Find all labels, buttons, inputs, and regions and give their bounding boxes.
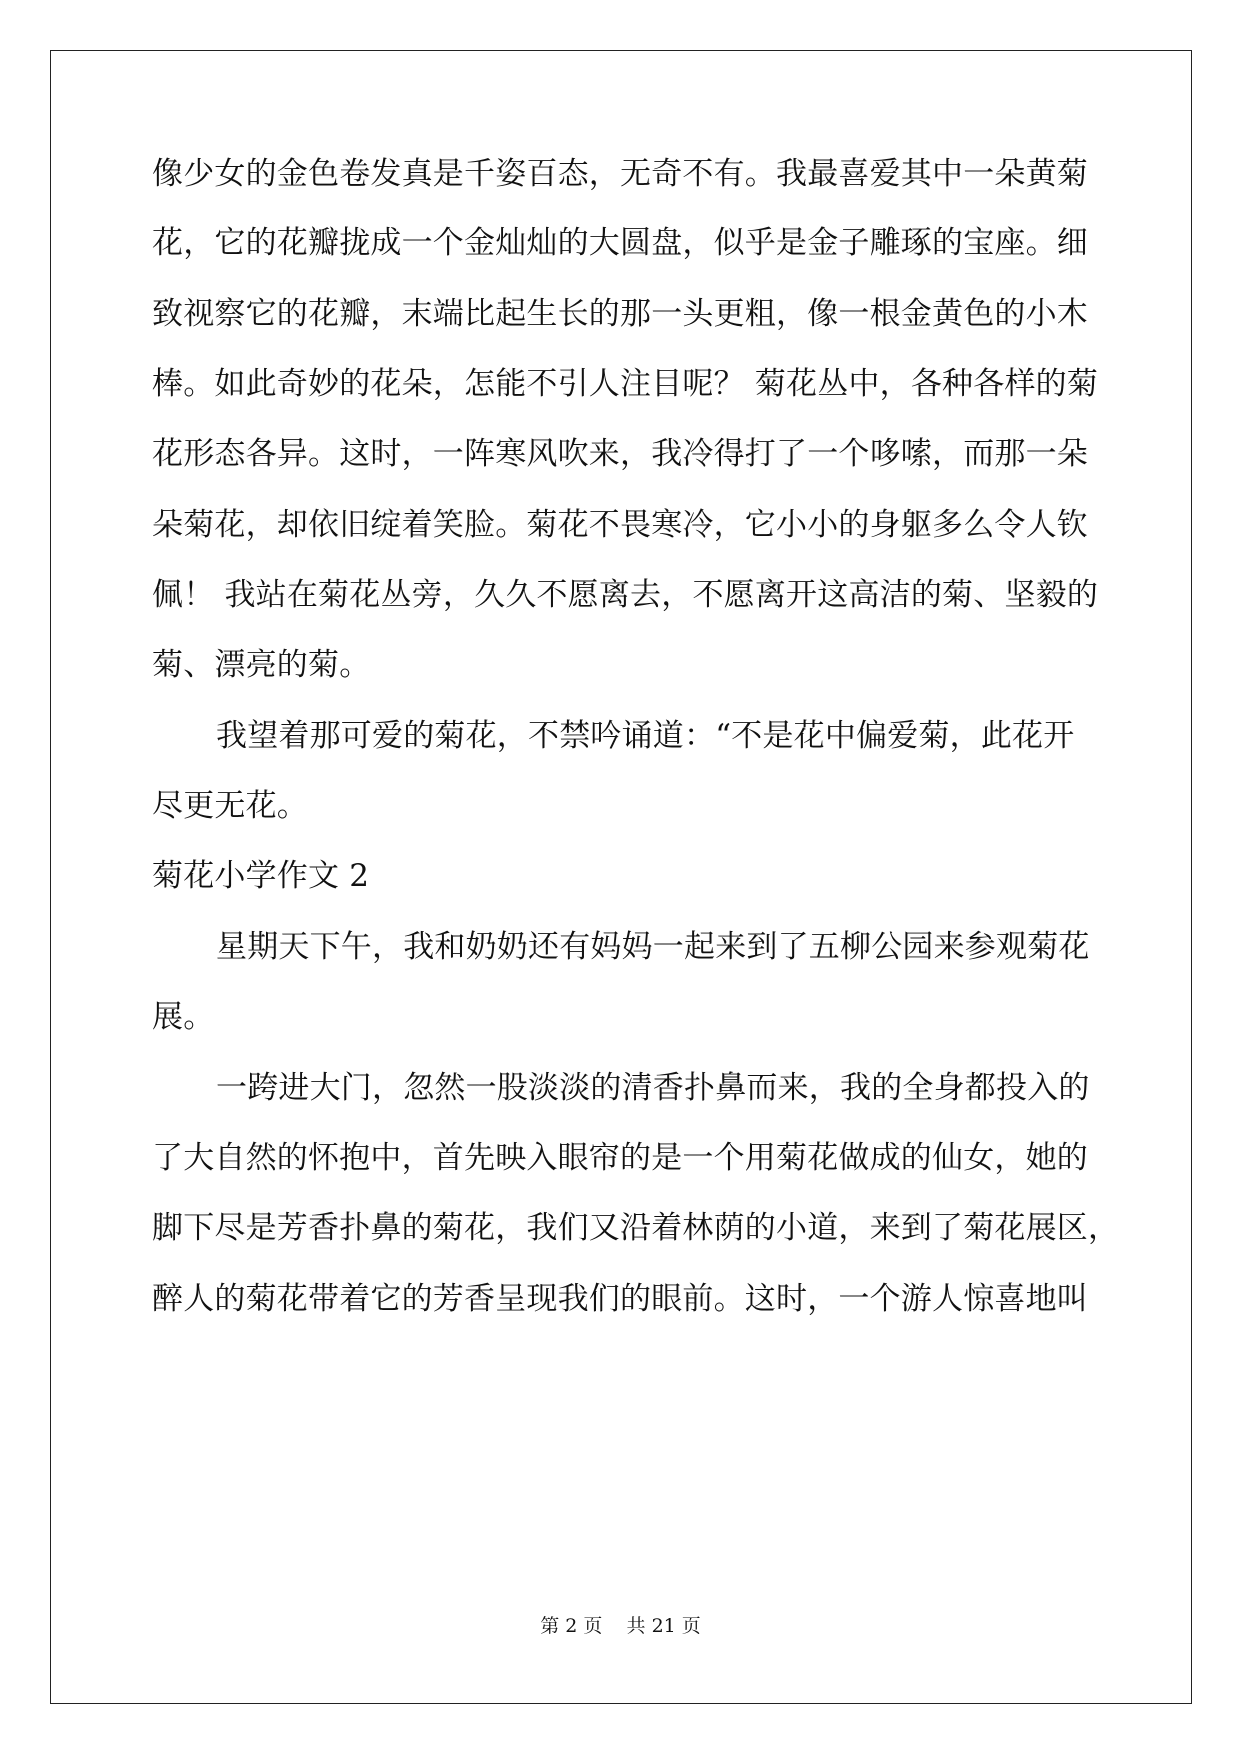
body-line: 醉人的菊花带着它的芳香呈现我们的眼前。这时，一个游人惊喜地叫 xyxy=(152,1281,1088,1317)
body-line: 尽更无花。 xyxy=(152,788,308,824)
body-line: 展。 xyxy=(152,999,215,1035)
body-line: 了大自然的怀抱中，首先映入眼帘的是一个用菊花做成的仙女，她的 xyxy=(152,1140,1088,1176)
body-line: 花，它的花瓣拢成一个金灿灿的大圆盘，似乎是金子雕琢的宝座。细 xyxy=(152,225,1088,261)
body-line: 朵菊花，却依旧绽着笑脸。菊花不畏寒冷，它小小的身躯多么令人钦 xyxy=(152,507,1088,543)
paragraph-start-line: 我望着那可爱的菊花，不禁吟诵道：“不是花中偏爱菊，此花开 xyxy=(216,718,1075,754)
page-number-footer: 第 2 页 共 21 页 xyxy=(540,1615,701,1637)
body-line: 花形态各异。这时，一阵寒风吹来，我冷得打了一个哆嗦，而那一朵 xyxy=(152,436,1088,472)
paragraph-start-line: 星期天下午，我和奶奶还有妈妈一起来到了五柳公园来参观菊花 xyxy=(216,929,1090,965)
section-heading: 菊花小学作文 2 xyxy=(152,858,370,894)
body-line: 菊、漂亮的菊。 xyxy=(152,647,371,683)
body-line: 致视察它的花瓣，末端比起生长的那一头更粗，像一根金黄色的小木 xyxy=(152,296,1088,332)
body-line: 佩！ 我站在菊花丛旁，久久不愿离去，不愿离开这高洁的菊、坚毅的 xyxy=(152,577,1099,613)
body-line: 脚下尽是芳香扑鼻的菊花，我们又沿着林荫的小道，来到了菊花展区， xyxy=(152,1210,1120,1246)
body-line: 棒。如此奇妙的花朵，怎能不引人注目呢？ 菊花丛中，各种各样的菊 xyxy=(152,366,1099,402)
body-line: 像少女的金色卷发真是千姿百态，无奇不有。我最喜爱其中一朵黄菊 xyxy=(152,156,1088,192)
paragraph-start-line: 一跨进大门，忽然一股淡淡的清香扑鼻而来，我的全身都投入的 xyxy=(216,1070,1090,1106)
